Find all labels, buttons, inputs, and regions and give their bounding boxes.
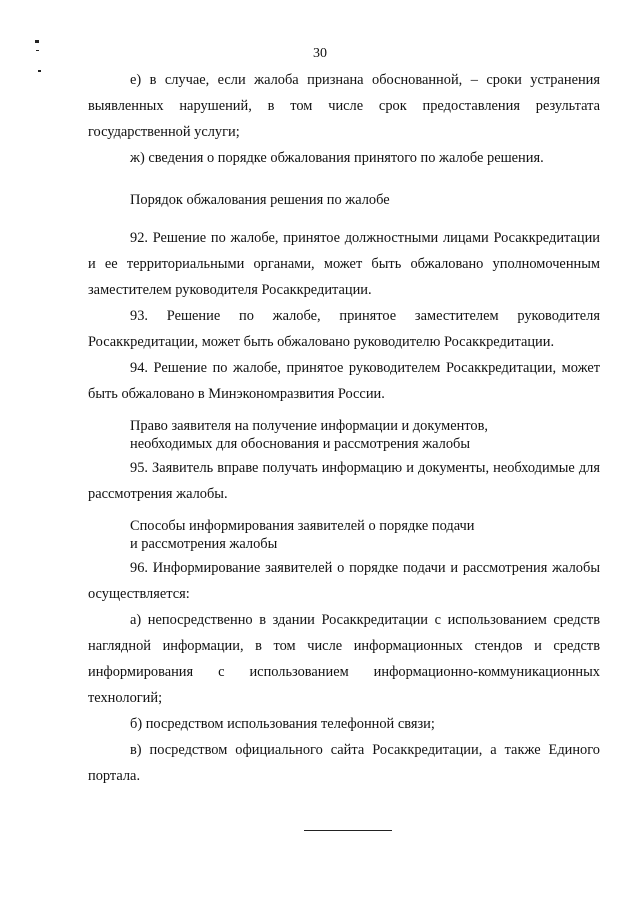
heading-line: Способы информирования заявителей о порядке подачи <box>130 518 475 534</box>
paragraph: ж) сведения о порядке обжалования принятого по жалобе решения. <box>130 150 544 166</box>
paragraph-94 <box>88 355 600 407</box>
scan-mark <box>35 40 39 43</box>
paragraph-92 <box>88 225 600 303</box>
paragraph: 94. Решение по жалобе, принятое руководителем Росаккредитации, может быть обжаловано в Минэкономразвития России. <box>88 360 600 402</box>
paragraph: 96. Информирование заявителей о порядке подачи и рассмотрения жалобы осуществляется: <box>88 560 600 602</box>
paragraph-93 <box>88 303 600 355</box>
paragraph: 95. Заявитель вправе получать информацию и документы, необходимые для рассмотрения жалобы. <box>88 460 600 502</box>
section-heading <box>88 187 600 213</box>
page-number: 30 <box>313 46 327 61</box>
paragraph: 92. Решение по жалобе, принятое должностными лицами Росаккредитации и ее территориальными органами, может быть обжаловано уполномоченным заместителем руководителя Росаккредитации. <box>88 230 600 298</box>
heading-line: и рассмотрения жалобы <box>130 536 278 552</box>
scan-mark <box>38 70 41 72</box>
closing-rule <box>304 830 392 831</box>
heading-line: Порядок обжалования решения по жалобе <box>130 192 390 208</box>
section-heading <box>88 517 600 553</box>
item-b <box>88 711 600 737</box>
item-v <box>88 737 600 789</box>
item-e <box>88 67 600 145</box>
paragraph: б) посредством использования телефонной связи; <box>130 716 435 732</box>
paragraph: в) посредством официального сайта Росаккредитации, а также Единого портала. <box>88 742 600 784</box>
paragraph: 93. Решение по жалобе, принятое заместителем руководителя Росаккредитации, может быть обжаловано руководителю Росаккредитации. <box>88 308 600 350</box>
section-heading <box>88 417 600 453</box>
heading-line: Право заявителя на получение информации и документов, <box>130 418 488 434</box>
paragraph-96 <box>88 555 600 607</box>
item-a <box>88 607 600 711</box>
paragraph-95 <box>88 455 600 507</box>
paragraph: а) непосредственно в здании Росаккредитации с использованием средств наглядной информации, в том числе информационных стендов и средств информирования с использованием информационно-коммуникационных технологий; <box>88 612 600 706</box>
item-zh <box>88 145 600 171</box>
heading-line: необходимых для обоснования и рассмотрения жалобы <box>130 436 471 452</box>
paragraph: е) в случае, если жалоба признана обоснованной, – сроки устранения выявленных нарушений, в том числе срок предоставления результата государственной услуги; <box>88 72 600 140</box>
